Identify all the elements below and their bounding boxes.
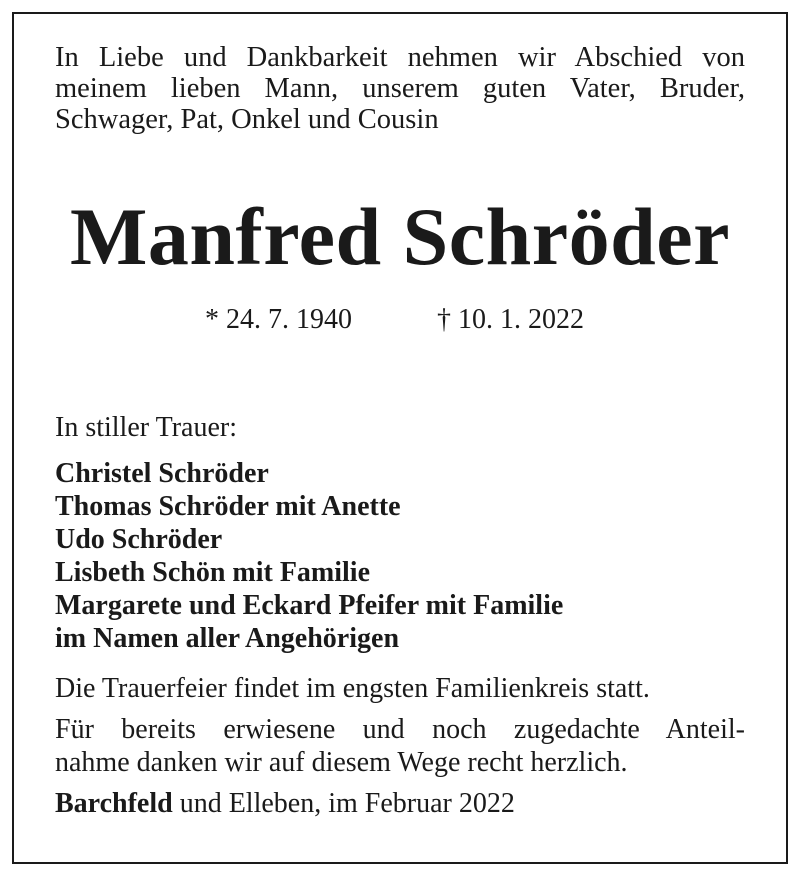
place-date-line [55, 787, 745, 820]
obituary-notice [55, 42, 745, 819]
intro-line: meinem lieben Mann, unserem guten Vater, Bruder, [55, 73, 745, 104]
place-name: Barchfeld [55, 788, 173, 819]
mourner-name: Thomas Schröder mit Anette [55, 491, 401, 522]
intro-line: Schwager, Pat, Onkel und Cousin [55, 104, 439, 135]
thanks-note [55, 713, 745, 779]
intro-line: In Liebe und Dankbarkeit nehmen wir Abschied von [55, 42, 745, 73]
mourner-name: Lisbeth Schön mit Familie [55, 557, 371, 588]
death-date: † 10. 1. 2022 [437, 304, 584, 335]
funeral-note: Die Trauerfeier findet im engsten Familienkreis statt. [55, 673, 650, 704]
place-date: und Elleben, im Februar 2022 [172, 788, 515, 819]
mourner-name: im Namen aller Angehörigen [55, 623, 400, 654]
mourner-name: Udo Schröder [55, 524, 223, 555]
birth-date: * 24. 7. 1940 [205, 304, 352, 335]
thanks-line: Für bereits erwiesene und noch zugedachte Anteil- [55, 714, 745, 745]
mourner-name: Margarete und Eckard Pfeifer mit Familie [55, 590, 564, 621]
mourning-label: In stiller Trauer: [55, 412, 237, 443]
mourner-name: Christel Schröder [55, 458, 269, 489]
deceased-name: Manfred Schröder [69, 191, 731, 282]
thanks-line: nahme danken wir auf diesem Wege recht herzlich. [55, 747, 628, 778]
mourners-list [55, 457, 563, 655]
intro-text [55, 42, 745, 135]
closing-text [55, 672, 745, 820]
